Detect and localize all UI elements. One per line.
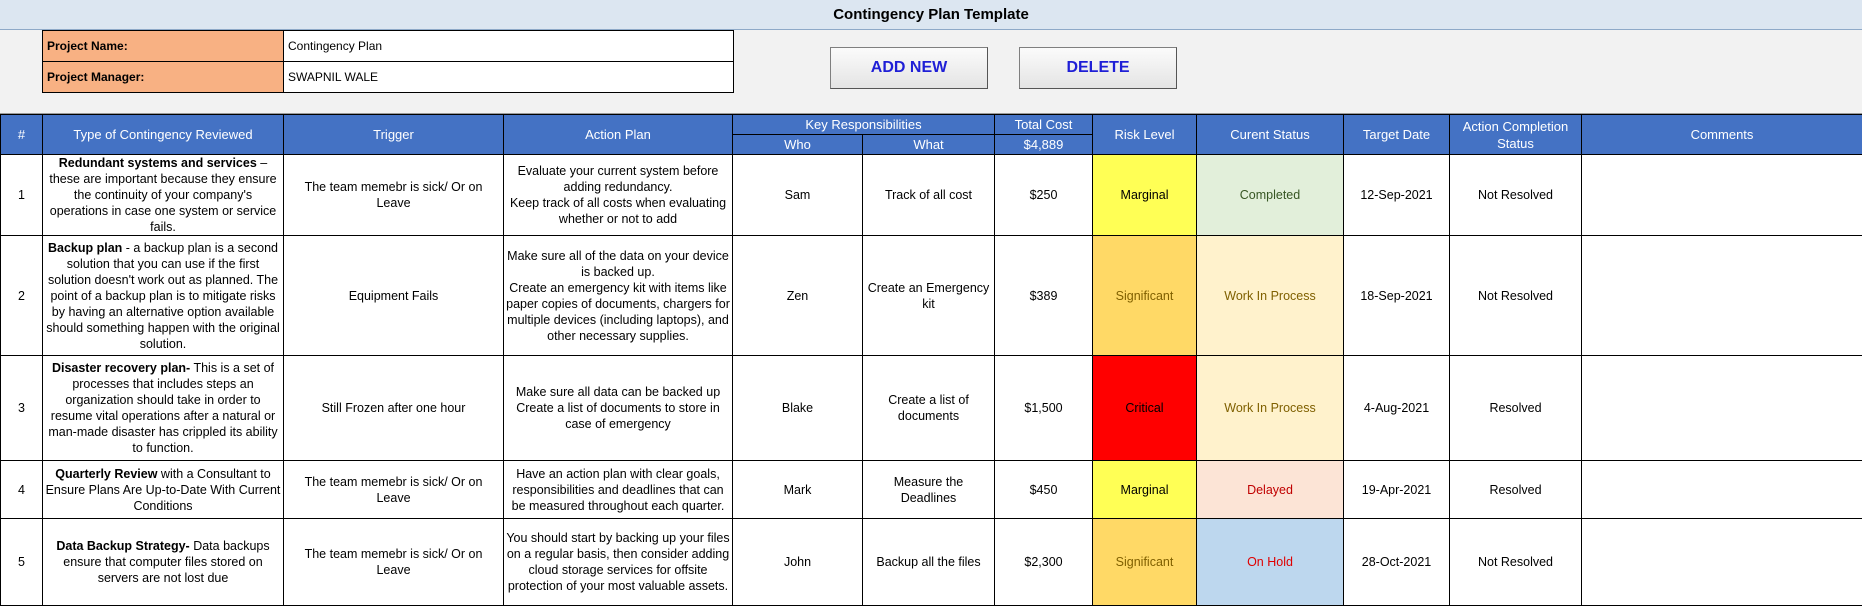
table-row[interactable] bbox=[1, 236, 1862, 356]
what-cell[interactable]: Track of all cost bbox=[863, 155, 995, 236]
table-row[interactable] bbox=[1, 519, 1862, 606]
row-num: 1 bbox=[1, 155, 43, 236]
project-name-label: Project Name: bbox=[43, 31, 284, 62]
trigger-cell[interactable]: The team memebr is sick/ Or on Leave bbox=[284, 461, 504, 519]
table-row[interactable] bbox=[1, 356, 1862, 461]
completion-status-cell[interactable]: Not Resolved bbox=[1450, 519, 1582, 606]
action-plan-cell[interactable]: You should start by backing up your files on a regular basis, then consider adding cloud storage services for offsite protection of your most valuable assets. bbox=[504, 519, 733, 606]
comments-cell[interactable] bbox=[1582, 356, 1862, 461]
completion-status-cell[interactable]: Not Resolved bbox=[1450, 236, 1582, 356]
contingency-table bbox=[0, 114, 1862, 606]
delete-button[interactable]: DELETE bbox=[1019, 47, 1177, 89]
project-name-value[interactable]: Contingency Plan bbox=[284, 31, 734, 62]
completion-status-cell[interactable]: Not Resolved bbox=[1450, 155, 1582, 236]
header-comments: Comments bbox=[1582, 115, 1862, 155]
comments-cell[interactable] bbox=[1582, 236, 1862, 356]
row-num: 5 bbox=[1, 519, 43, 606]
target-date-cell[interactable]: 4-Aug-2021 bbox=[1344, 356, 1450, 461]
contingency-type-cell[interactable] bbox=[43, 356, 284, 461]
contingency-type-cell[interactable] bbox=[43, 461, 284, 519]
target-date-cell[interactable]: 18-Sep-2021 bbox=[1344, 236, 1450, 356]
risk-level-cell[interactable]: Critical bbox=[1093, 356, 1197, 461]
contingency-type-title: Disaster recovery plan- bbox=[52, 361, 190, 375]
completion-status-cell[interactable]: Resolved bbox=[1450, 461, 1582, 519]
cost-cell[interactable]: $450 bbox=[995, 461, 1093, 519]
what-cell[interactable]: Measure the Deadlines bbox=[863, 461, 995, 519]
header-completion-status: Action Completion Status bbox=[1450, 115, 1582, 155]
header-type: Type of Contingency Reviewed bbox=[43, 115, 284, 155]
status-cell[interactable]: Delayed bbox=[1197, 461, 1344, 519]
status-cell[interactable]: Work In Process bbox=[1197, 356, 1344, 461]
comments-cell[interactable] bbox=[1582, 155, 1862, 236]
header-key-responsibilities: Key Responsibilities bbox=[733, 115, 995, 135]
who-cell[interactable]: Zen bbox=[733, 236, 863, 356]
trigger-cell[interactable]: The team memebr is sick/ Or on Leave bbox=[284, 519, 504, 606]
contingency-type-desc: This is a set of processes that includes steps an organization should take in order to resume vital operations after a natural or man-made disaster has crippled its ability to function. bbox=[48, 361, 277, 455]
action-plan-cell[interactable]: Make sure all data can be backed up Create a list of documents to store in case of emergency bbox=[504, 356, 733, 461]
comments-cell[interactable] bbox=[1582, 519, 1862, 606]
who-cell[interactable]: Mark bbox=[733, 461, 863, 519]
what-cell[interactable]: Backup all the files bbox=[863, 519, 995, 606]
total-cost-value: $4,889 bbox=[995, 135, 1093, 155]
contingency-type-desc: – these are important because they ensure the continuity of your company's operations in case one system or service fails. bbox=[49, 156, 276, 234]
contingency-type-title: Quarterly Review bbox=[55, 467, 157, 481]
project-info-area bbox=[0, 30, 1862, 114]
status-cell[interactable]: On Hold bbox=[1197, 519, 1344, 606]
trigger-cell[interactable]: The team memebr is sick/ Or on Leave bbox=[284, 155, 504, 236]
project-manager-value[interactable]: SWAPNIL WALE bbox=[284, 62, 734, 93]
cost-cell[interactable]: $389 bbox=[995, 236, 1093, 356]
header-current-status: Curent Status bbox=[1197, 115, 1344, 155]
header-trigger: Trigger bbox=[284, 115, 504, 155]
trigger-cell[interactable]: Still Frozen after one hour bbox=[284, 356, 504, 461]
header-what: What bbox=[863, 135, 995, 155]
header-total-cost: Total Cost bbox=[995, 115, 1093, 135]
cost-cell[interactable]: $1,500 bbox=[995, 356, 1093, 461]
target-date-cell[interactable]: 12-Sep-2021 bbox=[1344, 155, 1450, 236]
status-cell[interactable]: Completed bbox=[1197, 155, 1344, 236]
contingency-type-desc: - a backup plan is a second solution that you can use if the first solution doesn't work out as planned. The point of a backup plan is to mitigate risks by having an alternative option available should something happen with the original solution. bbox=[46, 241, 280, 351]
who-cell[interactable]: Blake bbox=[733, 356, 863, 461]
table-row[interactable] bbox=[1, 461, 1862, 519]
contingency-type-title: Redundant systems and services bbox=[59, 156, 257, 170]
risk-level-cell[interactable]: Significant bbox=[1093, 236, 1197, 356]
contingency-type-cell[interactable] bbox=[43, 519, 284, 606]
target-date-cell[interactable]: 19-Apr-2021 bbox=[1344, 461, 1450, 519]
row-num: 2 bbox=[1, 236, 43, 356]
trigger-cell[interactable]: Equipment Fails bbox=[284, 236, 504, 356]
comments-cell[interactable] bbox=[1582, 461, 1862, 519]
row-num: 3 bbox=[1, 356, 43, 461]
completion-status-cell[interactable]: Resolved bbox=[1450, 356, 1582, 461]
table-row[interactable] bbox=[1, 155, 1862, 236]
contingency-type-desc: Data backups ensure that computer files stored on servers are not lost due bbox=[63, 539, 269, 585]
contingency-type-desc: with a Consultant to Ensure Plans Are Up-to-Date With Current Conditions bbox=[46, 467, 281, 513]
who-cell[interactable]: Sam bbox=[733, 155, 863, 236]
header-who: Who bbox=[733, 135, 863, 155]
contingency-type-cell[interactable] bbox=[43, 155, 284, 236]
header-risk-level: Risk Level bbox=[1093, 115, 1197, 155]
header-action-plan: Action Plan bbox=[504, 115, 733, 155]
target-date-cell[interactable]: 28-Oct-2021 bbox=[1344, 519, 1450, 606]
header-num: # bbox=[1, 115, 43, 155]
action-plan-cell[interactable]: Make sure all of the data on your device is backed up. Create an emergency kit with items like paper copies of documents, chargers for multiple devices (including laptops), and other necessary supplies. bbox=[504, 236, 733, 356]
project-manager-label: Project Manager: bbox=[43, 62, 284, 93]
status-cell[interactable]: Work In Process bbox=[1197, 236, 1344, 356]
contingency-type-cell[interactable] bbox=[43, 236, 284, 356]
header-target-date: Target Date bbox=[1344, 115, 1450, 155]
action-plan-cell[interactable]: Have an action plan with clear goals, responsibilities and deadlines that can be measured throughout each quarter. bbox=[504, 461, 733, 519]
risk-level-cell[interactable]: Significant bbox=[1093, 519, 1197, 606]
what-cell[interactable]: Create an Emergency kit bbox=[863, 236, 995, 356]
risk-level-cell[interactable]: Marginal bbox=[1093, 461, 1197, 519]
row-num: 4 bbox=[1, 461, 43, 519]
cost-cell[interactable]: $250 bbox=[995, 155, 1093, 236]
contingency-type-title: Data Backup Strategy- bbox=[56, 539, 189, 553]
what-cell[interactable]: Create a list of documents bbox=[863, 356, 995, 461]
who-cell[interactable]: John bbox=[733, 519, 863, 606]
action-plan-cell[interactable]: Evaluate your current system before adding redundancy. Keep track of all costs when evaluating whether or not to add bbox=[504, 155, 733, 236]
add-new-button[interactable]: ADD NEW bbox=[830, 47, 988, 89]
cost-cell[interactable]: $2,300 bbox=[995, 519, 1093, 606]
sheet-title: Contingency Plan Template bbox=[0, 0, 1862, 30]
risk-level-cell[interactable]: Marginal bbox=[1093, 155, 1197, 236]
contingency-type-title: Backup plan bbox=[48, 241, 122, 255]
project-info-table bbox=[42, 30, 734, 93]
